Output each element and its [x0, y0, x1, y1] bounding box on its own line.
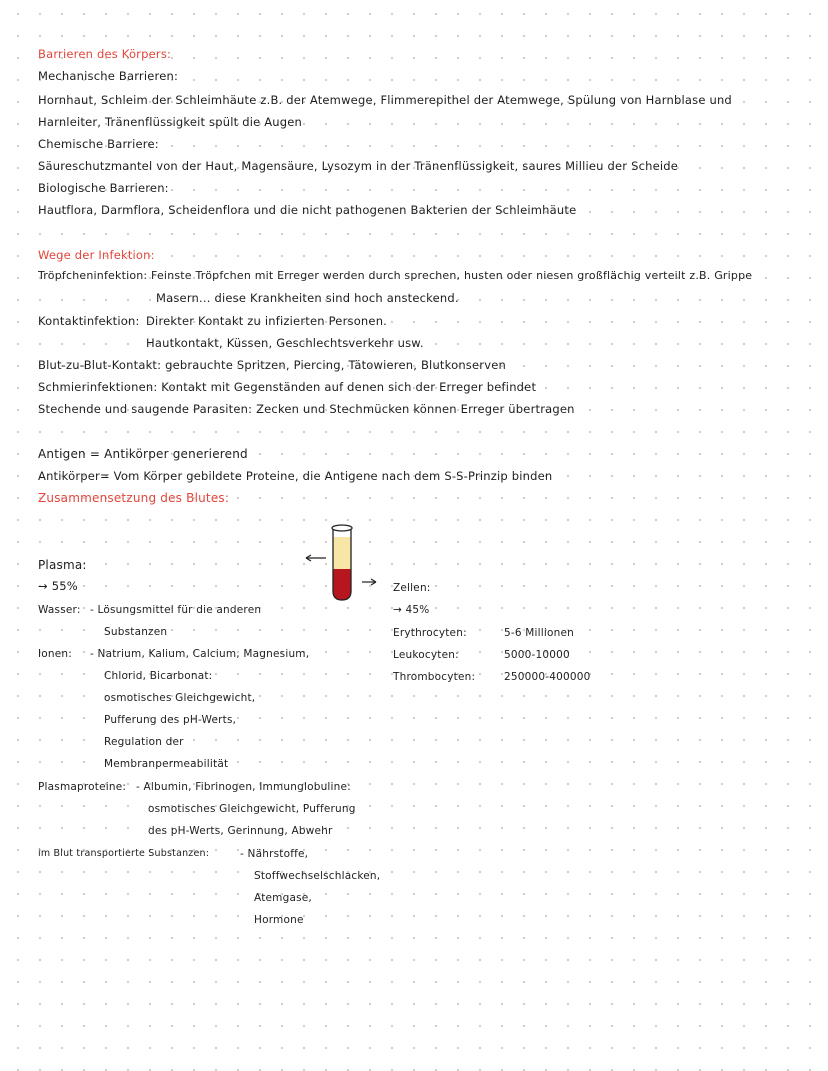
cells-label: Zellen: [393, 582, 431, 594]
contact-label: Kontaktinfektion: [38, 314, 140, 328]
proteins-label: Plasmaproteine: [38, 781, 127, 793]
proteins-line-3: des pH-Werts, Gerinnung, Abwehr [148, 825, 333, 837]
biological-line: Hautflora, Darmflora, Scheidenflora und die nicht pathogenen Bakterien der Schleimhäute [38, 203, 577, 217]
water-line-1: - Lösungsmittel für die anderen [90, 604, 262, 616]
chemical-label: Chemische Barriere: [38, 137, 159, 151]
antigen-line-2: Antikörper= Vom Körper gebildete Proteine, die Antigene nach dem S-S-Prinzip binden [38, 469, 553, 483]
tube-rim [332, 525, 352, 531]
droplet-line-2: Masern... diese Krankheiten sind hoch ansteckend. [156, 291, 459, 305]
contact-line-2: Hautkontakt, Küssen, Geschlechtsverkehr usw. [146, 336, 424, 350]
cells-layer [333, 569, 351, 600]
ions-line-4: Pufferung des pH-Werts, [104, 714, 237, 726]
cell-name-thrombocytes: Thrombocyten: [393, 671, 476, 683]
blood-contact-line: Blut-zu-Blut-Kontakt: gebrauchte Spritzen, Piercing, Tätowieren, Blutkonserven [38, 358, 506, 372]
ions-line-1: - Natrium, Kalium, Calcium, Magnesium, [90, 648, 310, 660]
barriers-heading: Barrieren des Körpers: [38, 47, 172, 61]
transported-label: im Blut transportierte Substanzen: [38, 848, 210, 859]
chemical-line: Säureschutzmantel von der Haut, Magensäure, Lysozym in der Tränenflüssigkeit, saures Millieu der Scheide [38, 159, 679, 173]
water-label: Wasser: [38, 604, 81, 616]
cell-value-erythrocytes: 5-6 Millionen [504, 627, 575, 639]
parasite-line: Stechende und saugende Parasiten: Zecken und Stechmücken können Erreger übertragen [38, 402, 575, 416]
blood-heading: Zusammensetzung des Blutes: [38, 491, 230, 505]
contact-line-1: Direkter Kontakt zu infizierten Personen. [146, 314, 388, 328]
proteins-line-1: - Albumin, Fibrinogen, Immunglobuline: [136, 781, 351, 793]
droplet-line-1: Tröpfcheninfektion: Feinste Tröpfchen mit Erreger werden durch sprechen, husten oder niesen großflächig verteilt z.B. Grippe [38, 269, 753, 282]
antigen-line-1: Antigen = Antikörper generierend [38, 447, 248, 461]
water-line-2: Substanzen [104, 626, 168, 638]
mechanical-line-2: Harnleiter, Tränenflüssigkeit spült die Augen [38, 115, 303, 129]
ions-line-6: Membranpermeabilität [104, 758, 229, 770]
transported-line-1: - Nährstoffe, [240, 848, 309, 860]
cell-value-leukocytes: 5000-10000 [504, 649, 570, 661]
ions-line-2: Chlorid, Bicarbonat: [104, 670, 213, 682]
mechanical-line-1: Hornhaut, Schleim der Schleimhäute z.B. der Atemwege, Flimmerepithel der Atemwege, Spülung von Harnblase und [38, 93, 732, 107]
ions-label: Ionen: [38, 648, 73, 660]
transported-line-4: Hormone [254, 914, 304, 926]
ions-line-3: osmotisches Gleichgewicht, [104, 692, 256, 704]
biological-label: Biologische Barrieren: [38, 181, 169, 195]
smear-line: Schmierinfektionen: Kontakt mit Gegenständen auf denen sich der Erreger befindet [38, 380, 537, 394]
cell-name-erythrocytes: Erythrocyten: [393, 627, 467, 639]
mechanical-label: Mechanische Barrieren: [38, 69, 179, 83]
infection-heading: Wege der Infektion: [38, 248, 155, 262]
cell-name-leukocytes: Leukocyten: [393, 649, 459, 661]
ions-line-5: Regulation der [104, 736, 184, 748]
plasma-label: Plasma: [38, 558, 87, 572]
transported-line-2: Stoffwechselschlacken, [254, 870, 381, 882]
plasma-percent: → 55% [38, 579, 78, 593]
transported-line-3: Atemgase, [254, 892, 312, 904]
proteins-line-2: osmotisches Gleichgewicht, Pufferung [148, 803, 356, 815]
cell-value-thrombocytes: 250000-400000 [504, 671, 591, 683]
cells-percent: → 45% [393, 604, 430, 616]
plasma-layer [333, 537, 351, 569]
